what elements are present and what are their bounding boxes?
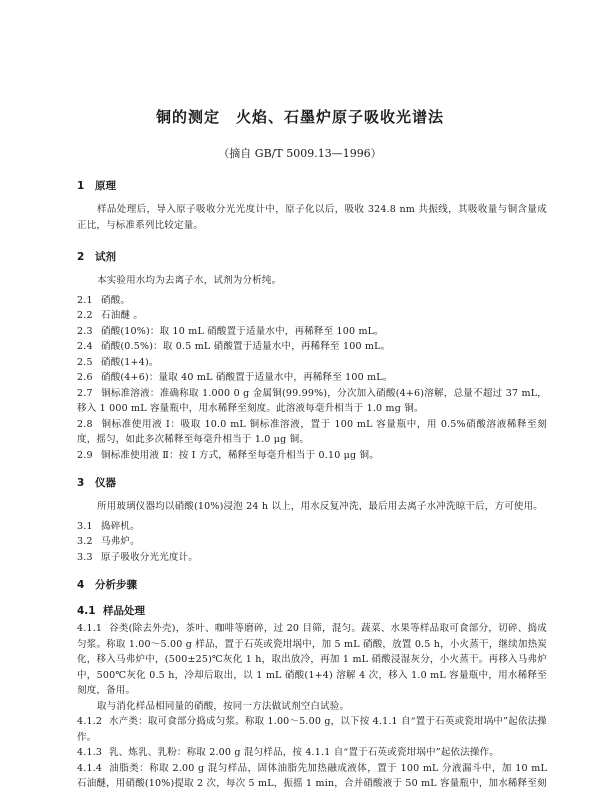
list-item: 取与消化样品相同量的硝酸，按同一方法做试剂空白试验。 (97, 700, 350, 712)
item-number: 3.3 (77, 551, 93, 563)
document-title: 铜的测定 火焰、石墨炉原子吸收光谱法 (155, 108, 444, 126)
list-item (77, 519, 547, 535)
item-text: 硝酸。 (101, 294, 131, 306)
item-text: 铜标准使用液 I：吸取 10.0 mL 铜标准溶液，置于 100 mL 容量瓶中，用 0.5%硝酸溶液稀释至刻度，摇匀，如此多次稀释至每毫升相当于 1.0 μg 铜。 (77, 418, 547, 445)
list-item (77, 550, 547, 566)
item-text: 水产类：取可食部分捣成匀浆。称取 1.00～5.00 g，以下按 4.1.1 自“置于石英或瓷坩埚中”起依法操作。 (77, 716, 547, 743)
list-item (77, 324, 547, 340)
subsection-heading-sample-treatment: 4.1 样品处理 (77, 605, 145, 617)
item-text: 原子吸收分光光度计。 (101, 551, 199, 563)
item-text: 硝酸(1+4)。 (101, 356, 159, 368)
item-text: 铜标准溶液：准确称取 1.000 0 g 金属铜(99.99%)，分次加入硝酸(4+6)溶解，总量不超过 37 mL，移入 1 000 mL 容量瓶中，用水稀释至刻度。此溶液每毫升相当于 1.0 mg 铜。 (77, 387, 547, 414)
item-text: 乳、炼乳、乳粉：称取 2.00 g 混匀样品，按 4.1.1 自“置于石英或瓷坩埚中”起依法操作。 (109, 747, 500, 758)
instruments-intro: 所用玻璃仪器均以硝酸(10%)浸泡 24 h 以上，用水反复冲洗，最后用去离子水冲洗晾干后，方可使用。 (97, 501, 543, 512)
item-number: 4.1.2 (77, 716, 103, 727)
item-number: 2.8 (77, 418, 93, 430)
section-heading-procedure: 4 分析步骤 (77, 579, 137, 591)
item-text: 马弗炉。 (101, 536, 140, 547)
item-number: 3.1 (77, 520, 93, 532)
list-item (77, 534, 547, 550)
item-number: 4.1.1 (77, 623, 103, 634)
item-number: 2.7 (77, 387, 93, 399)
instrument-list (77, 519, 547, 566)
list-item (77, 448, 547, 464)
item-number: 2.4 (77, 341, 93, 352)
list-item (77, 293, 547, 309)
item-number: 3.2 (77, 536, 93, 547)
list-item (77, 370, 547, 386)
item-number: 4.1.4 (77, 762, 103, 774)
list-item (77, 386, 547, 417)
list-item (77, 761, 547, 792)
item-text: 石油醚 。 (101, 310, 144, 321)
procedure-list (77, 621, 547, 792)
list-item (77, 339, 547, 355)
section-heading-instruments: 3 仪器 (77, 477, 116, 489)
principle-text: 样品处理后，导入原子吸收分光光度计中，原子化以后，吸收 324.8 nm 共振线，其吸收量与铜含量成正比，与标准系列比较定量。 (77, 204, 547, 231)
item-text: 油脂类：称取 2.00 g 混匀样品，固体油脂先加热融成液体，置于 100 mL 分液漏斗中，加 10 mL 石油醚，用硝酸(10%)提取 2 次，每次 5 mL，振摇 1 min，合并硝酸液于 50 mL 容量瓶中，加水稀释至刻 (77, 762, 547, 789)
item-number: 2.1 (77, 294, 93, 306)
item-number: 2.2 (77, 310, 93, 321)
section-heading-reagents: 2 试剂 (77, 251, 116, 263)
item-text: 铜标准使用液 Ⅱ：按 I 方式，稀释至每毫升相当于 0.10 μg 铜。 (101, 449, 379, 461)
item-text: 谷类(除去外壳)，茶叶、咖啡等磨碎，过 20 目筛，混匀。蔬菜、水果等样品取可食部分，切碎、捣成匀浆。称取 1.00～5.00 g 样品，置于石英或瓷坩埚中，加 5 mL 硝酸，放置 0.5 h，小火蒸干，继续加热炭化，移入马弗炉中，(500±25)℃灰化 1 h，取出放冷，再加 1 mL 硝酸浸湿灰分，小火蒸干。再移入马弗炉中，500℃灰化 0.5 h，冷却后取出，以 1 mL 硝酸(1+4) 溶解 4 次，移入 1.0 mL 容量瓶中，用水稀释至刻度，备用。 (77, 623, 547, 696)
item-number: 2.9 (77, 449, 93, 461)
document-subtitle: （摘自 GB/T 5009.13—1996） (218, 147, 382, 160)
list-item (77, 355, 547, 371)
list-item (77, 308, 547, 324)
item-number: 2.3 (77, 325, 93, 337)
section-heading-principle: 1 原理 (77, 180, 116, 192)
item-text: 硝酸(10%)：取 10 mL 硝酸置于适量水中，再稀释至 100 mL。 (101, 325, 384, 337)
document-body (77, 176, 547, 792)
item-number: 4.1.3 (77, 747, 103, 758)
item-text: 捣碎机。 (101, 520, 140, 532)
list-item (77, 714, 547, 745)
reagent-list (77, 293, 547, 464)
list-item (77, 621, 547, 699)
reagents-intro: 本实验用水均为去离子水，试剂为分析纯。 (97, 275, 282, 286)
item-number: 2.5 (77, 356, 93, 368)
list-item (77, 745, 547, 761)
item-number: 2.6 (77, 372, 93, 383)
item-text: 硝酸(4+6)：量取 40 mL 硝酸置于适量水中，再稀释至 100 mL。 (101, 372, 393, 383)
list-item (77, 417, 547, 448)
item-text: 硝酸(0.5%)：取 0.5 mL 硝酸置于适量水中，再稀释至 100 mL。 (101, 341, 391, 352)
